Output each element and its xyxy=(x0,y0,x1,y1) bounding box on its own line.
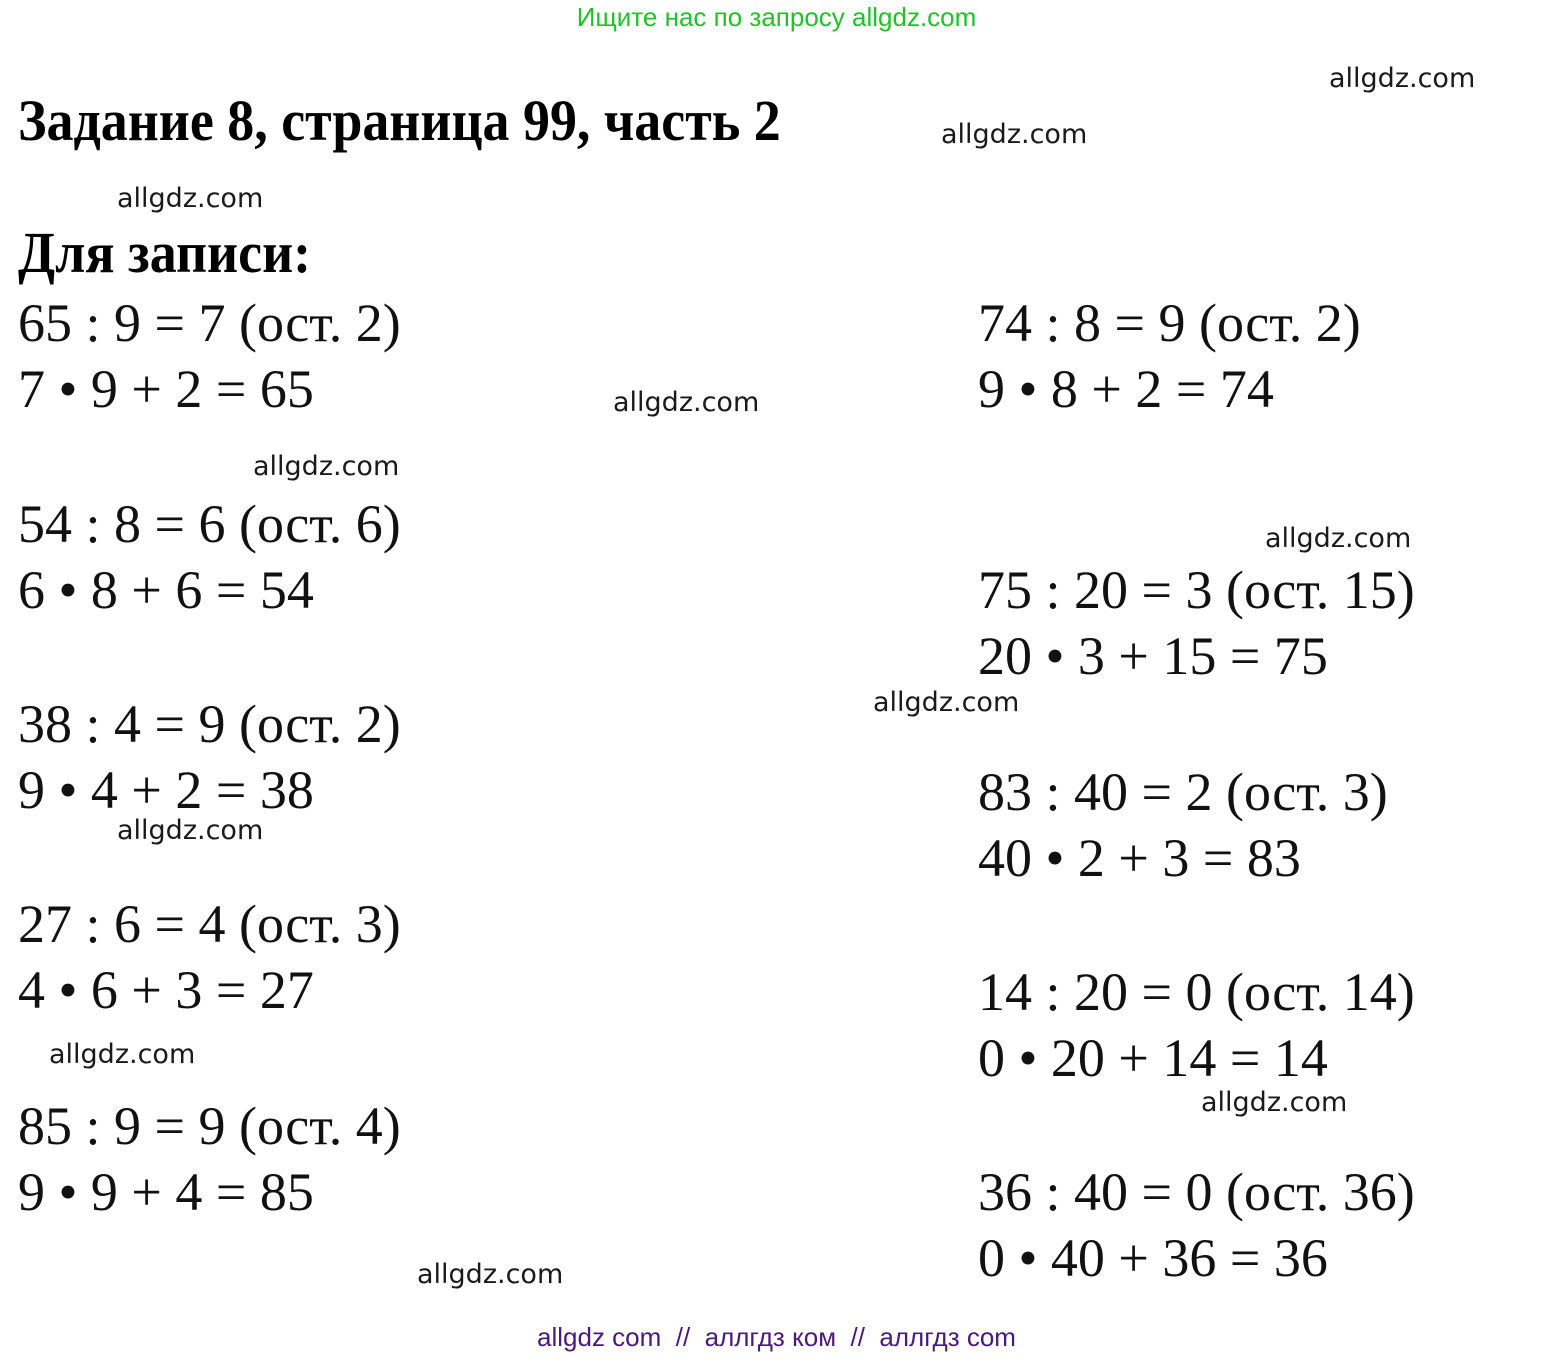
check-equation: 9 • 9 + 4 = 85 xyxy=(18,1162,314,1222)
watermark: allgdz.com xyxy=(1329,63,1476,94)
check-equation: 4 • 6 + 3 = 27 xyxy=(18,960,314,1020)
division-equation: 27 : 6 = 4 (ост. 3) xyxy=(18,894,401,954)
watermark: allgdz.com xyxy=(873,687,1020,718)
watermark: allgdz.com xyxy=(117,183,264,214)
watermark: allgdz.com xyxy=(253,451,400,482)
section-subtitle: Для записи: xyxy=(18,220,312,285)
division-equation: 36 : 40 = 0 (ост. 36) xyxy=(978,1162,1415,1222)
top-banner[interactable]: Ищите нас по запросу allgdz.com xyxy=(576,2,977,32)
division-equation: 85 : 9 = 9 (ост. 4) xyxy=(18,1096,401,1156)
watermark: allgdz.com xyxy=(613,387,760,418)
check-equation: 9 • 8 + 2 = 74 xyxy=(978,359,1274,419)
division-equation: 75 : 20 = 3 (ост. 15) xyxy=(978,560,1415,620)
check-equation: 0 • 40 + 36 = 36 xyxy=(978,1228,1328,1288)
watermark: allgdz.com xyxy=(417,1259,564,1290)
watermark: allgdz.com xyxy=(49,1039,196,1070)
division-equation: 83 : 40 = 2 (ост. 3) xyxy=(978,762,1388,822)
check-equation: 6 • 8 + 6 = 54 xyxy=(18,560,314,620)
division-equation: 14 : 20 = 0 (ост. 14) xyxy=(978,962,1415,1022)
page-title: Задание 8, страница 99, часть 2 xyxy=(18,88,781,153)
watermark: allgdz.com xyxy=(117,815,264,846)
watermark: allgdz.com xyxy=(1201,1087,1348,1118)
division-equation: 74 : 8 = 9 (ост. 2) xyxy=(978,293,1361,353)
division-equation: 54 : 8 = 6 (ост. 6) xyxy=(18,494,401,554)
watermark: allgdz.com xyxy=(941,119,1088,150)
division-equation: 38 : 4 = 9 (ост. 2) xyxy=(18,694,401,754)
division-equation: 65 : 9 = 7 (ост. 2) xyxy=(18,293,401,353)
check-equation: 20 • 3 + 15 = 75 xyxy=(978,626,1328,686)
check-equation: 0 • 20 + 14 = 14 xyxy=(978,1028,1328,1088)
watermark: allgdz.com xyxy=(1265,523,1412,554)
check-equation: 7 • 9 + 2 = 65 xyxy=(18,359,314,419)
footer-links[interactable]: allgdz com // аллгдз ком // аллгдз com xyxy=(537,1322,1016,1352)
check-equation: 40 • 2 + 3 = 83 xyxy=(978,828,1301,888)
check-equation: 9 • 4 + 2 = 38 xyxy=(18,760,314,820)
